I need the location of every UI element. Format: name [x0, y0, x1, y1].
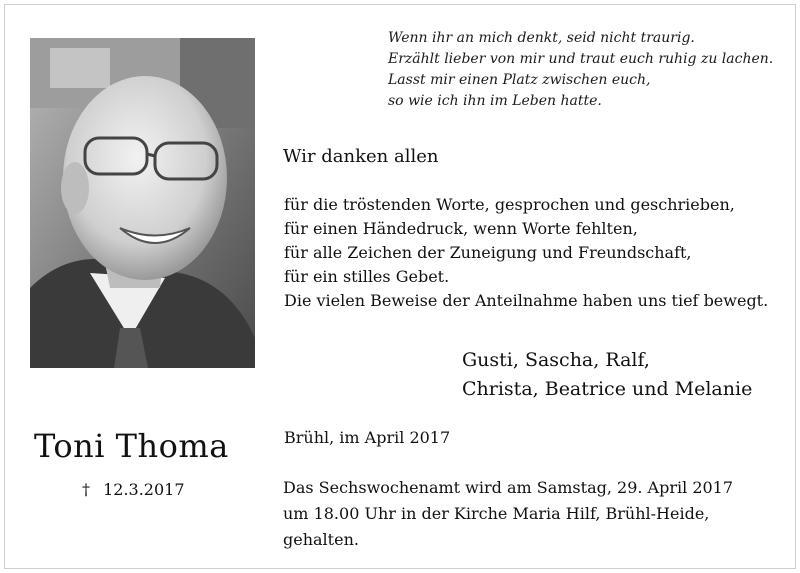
- deceased-name: Toni Thoma: [34, 427, 229, 465]
- poem-line: Lasst mir einen Platz zwischen euch,: [388, 72, 651, 88]
- poem-line: Erzählt lieber von mir und traut euch ruhig zu lachen.: [388, 51, 774, 67]
- service-line: gehalten.: [283, 530, 359, 549]
- cross-icon: †: [82, 480, 90, 499]
- poem-line: Wenn ihr an mich denkt, seid nicht traurig.: [388, 30, 695, 46]
- poem: [388, 28, 788, 112]
- death-date: 12.3.2017: [103, 480, 185, 499]
- thanks-title: Wir danken allen: [283, 146, 439, 167]
- thanks-line: Die vielen Beweise der Anteilnahme haben uns tief bewegt.: [284, 291, 769, 310]
- family-line: Gusti, Sascha, Ralf,: [462, 349, 650, 371]
- portrait-photo: [30, 38, 255, 368]
- thanks-line: für alle Zeichen der Zuneigung und Freundschaft,: [284, 243, 692, 262]
- thanks-list: [284, 193, 784, 313]
- place-date: Brühl, im April 2017: [284, 428, 451, 447]
- thanks-line: für einen Händedruck, wenn Worte fehlten,: [284, 219, 638, 238]
- service-line: Das Sechswochenamt wird am Samstag, 29. April 2017: [283, 478, 734, 497]
- thanks-line: für die tröstenden Worte, gesprochen und geschrieben,: [284, 195, 735, 214]
- family-line: Christa, Beatrice und Melanie: [462, 378, 753, 400]
- poem-line: so wie ich ihn im Leben hatte.: [388, 93, 602, 109]
- service-line: um 18.00 Uhr in der Kirche Maria Hilf, Brühl-Heide,: [283, 504, 710, 523]
- death-date-line: [82, 480, 185, 499]
- thanks-line: für ein stilles Gebet.: [284, 267, 450, 286]
- service-announcement: [283, 475, 783, 553]
- family-signature: [462, 346, 752, 404]
